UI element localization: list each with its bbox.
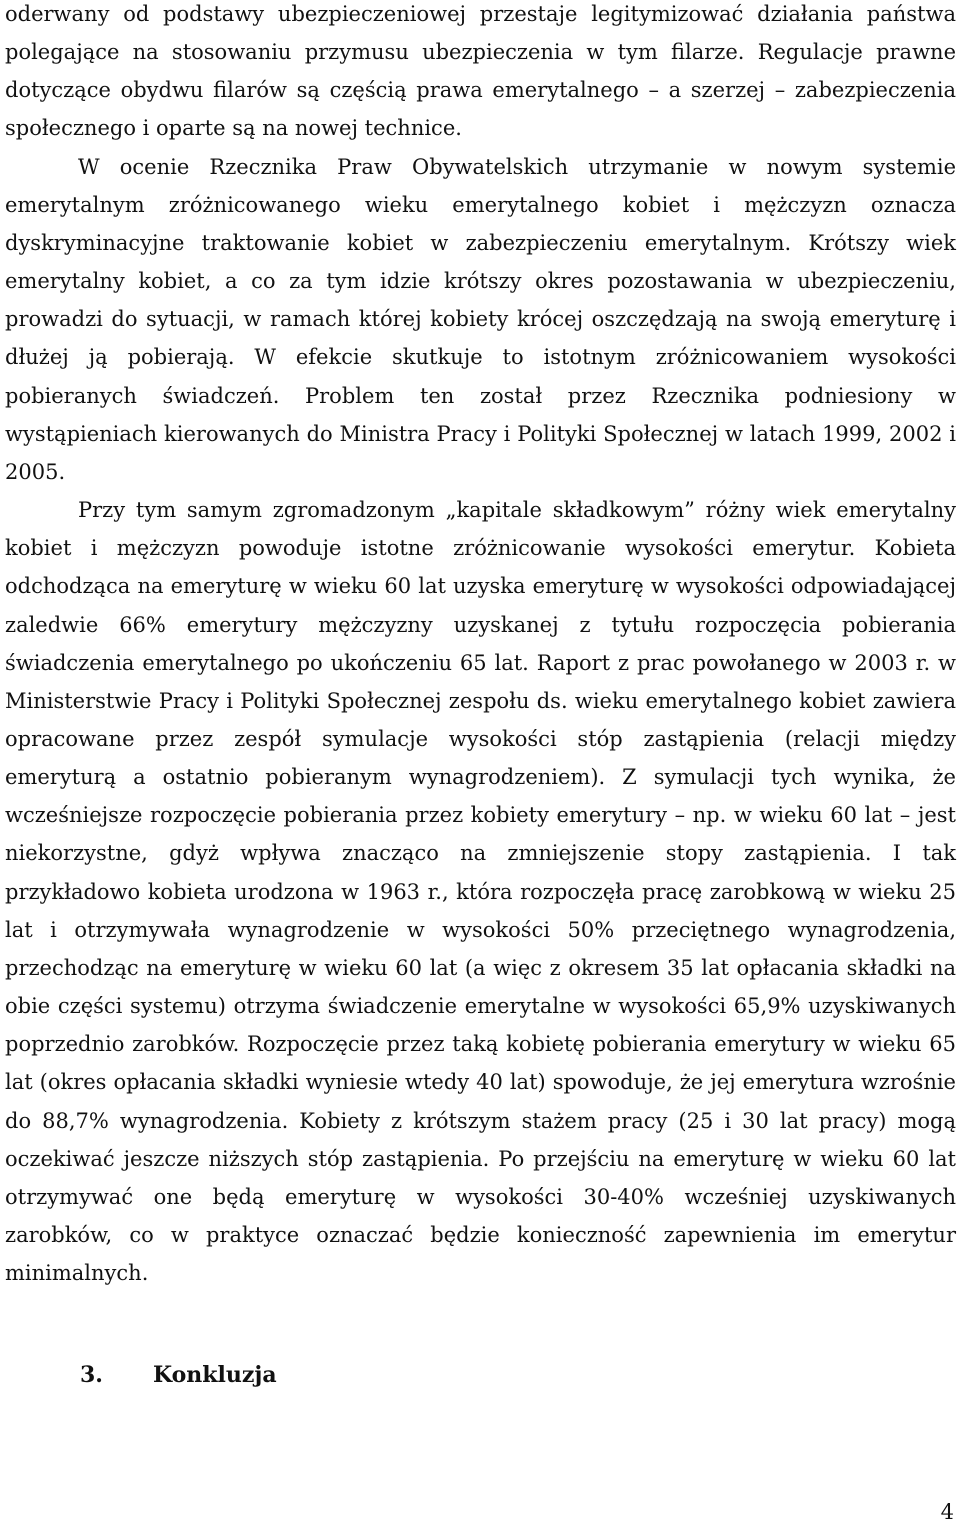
section-number: 3. — [80, 1362, 103, 1388]
section-title: Konkluzja — [153, 1362, 277, 1388]
page-number: 4 — [940, 1500, 954, 1524]
paragraph-continuation: oderwany od podstawy ubezpieczeniowej przestaje legitymizować działania państwa polegające na stosowaniu przymusu ubezpieczenia w tym filarze. Regulacje prawne dotyczące obydwu filarów są częścią prawa emerytalnego – a szerzej – zabezpieczenia społecznego i oparte są na nowej technice. — [5, 2, 956, 141]
paragraph-ombudsman-assessment: W ocenie Rzecznika Praw Obywatelskich utrzymanie w nowym systemie emerytalnym zróżnicowanego wieku emerytalnego kobiet i mężczyzn oznacza dyskryminacyjne traktowanie kobiet w zabezpieczeniu emerytalnym. Krótszy wiek emerytalny kobiet, a co za tym idzie krótszy okres pozostawania w ubezpieczeniu, prowadzi do sytuacji, w ramach której kobiety krócej oszczędzają na swoją emeryturę i dłużej ją pobierają. W efekcie skutkuje to istotnym zróżnicowaniem wysokości pobieranych świadczeń. Problem ten został przez Rzecznika podniesiony w wystąpieniach kierowanych do Ministra Pracy i Polityki Społecznej w latach 1999, 2002 i 2005. — [5, 154, 956, 484]
paragraph-capital-simulation: Przy tym samym zgromadzonym „kapitale składkowym” różny wiek emerytalny kobiet i mężczyzn powoduje istotne zróżnicowanie wysokości emerytur. Kobieta odchodząca na emeryturę w wieku 60 lat uzyska emeryturę w wysokości odpowiadającej zaledwie 66% emerytury mężczyzny uzyskanej z tytułu rozpoczęcia pobierania świadczenia emerytalnego po ukończeniu 65 lat. Raport z prac powołanego w 2003 r. w Ministerstwie Pracy i Polityki Społecznej zespołu ds. wieku emerytalnego kobiet zawiera opracowane przez zespół symulacje wysokości stóp zastąpienia (relacji między emeryturą a ostatnio pobieranym wynagrodzeniem). Z symulacji tych wynika, że wcześniejsze rozpoczęcie pobierania przez kobiety emerytury – np. w wieku 60 lat – jest niekorzystne, gdyż wpływa znacząco na zmniejszenie stopy zastąpienia. I tak przykładowo kobieta urodzona w 1963 r., która rozpoczęła pracę zarobkową w wieku 25 lat i otrzymywała wynagrodzenie w wysokości 50% przeciętnego wynagrodzenia, przechodząc na emeryturę w wieku 60 lat (a więc z okresem 35 lat opłacania składki na obie części systemu) otrzyma świadczenie emerytalne w wysokości 65,9% uzyskiwanych poprzednio zarobków. Rozpoczęcie przez taką kobietę pobierania emerytury w wieku 65 lat (okres opłacania składki wyniesie wtedy 40 lat) spowoduje, że jej emerytura wzrośnie do 88,7% wynagrodzenia. Kobiety z krótszym stażem pracy (25 i 30 lat pracy) mogą oczekiwać jeszcze niższych stóp zastąpienia. Po przejściu na emeryturę w wieku 60 lat otrzymywać one będą emeryturę w wysokości 30-40% wcześniej uzyskiwanych zarobków, co w praktyce oznaczać będzie konieczność zapewnienia im emerytur minimalnych. — [5, 498, 956, 1286]
body-text — [5, 0, 956, 1292]
section-heading — [80, 1356, 277, 1394]
